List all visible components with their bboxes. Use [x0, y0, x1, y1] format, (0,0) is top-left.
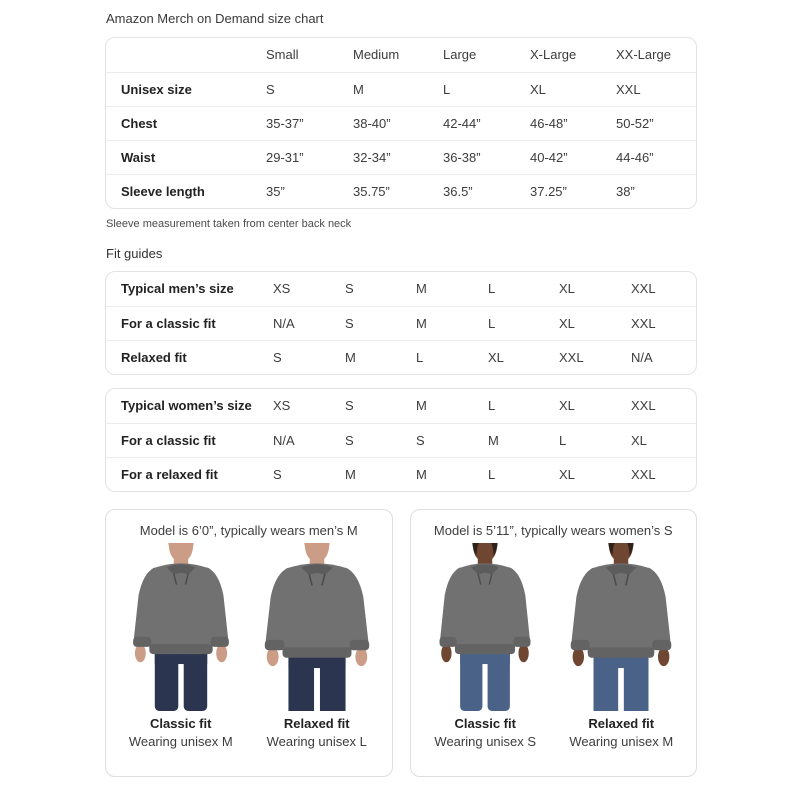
model-cuff-right	[211, 637, 229, 647]
cell: XXL	[631, 457, 697, 491]
cell: 36.5”	[443, 174, 530, 208]
table-row	[106, 106, 696, 140]
table-row	[106, 272, 697, 306]
cell: 29-31”	[266, 140, 353, 174]
cell: M	[416, 398, 427, 414]
model-garment	[571, 563, 672, 711]
row-label: Typical men’s size	[121, 281, 234, 297]
table-row	[106, 72, 696, 106]
cell: S	[266, 72, 353, 106]
cell: 50-52”	[616, 106, 696, 140]
female-relaxed-model-photo	[559, 543, 683, 711]
wearing-label: Wearing unisex M	[569, 734, 674, 749]
hoodie-model-illustration	[119, 543, 243, 711]
table-row	[106, 140, 696, 174]
table-row	[106, 457, 697, 491]
womens-model-card	[410, 509, 698, 777]
cell: 32-34”	[353, 140, 443, 174]
cell: 38-40”	[353, 106, 443, 140]
fit-label: Classic fit	[150, 716, 212, 731]
cell: 38”	[616, 174, 696, 208]
cell: XS	[273, 398, 291, 414]
model-figure	[557, 543, 685, 749]
model-cuff-right	[514, 637, 531, 647]
cell: L	[416, 340, 488, 374]
cell: XL	[559, 281, 575, 297]
model-hem	[282, 647, 351, 657]
cell: S	[345, 306, 416, 340]
model-hem	[149, 644, 212, 654]
womens-fit-guide-table	[105, 388, 697, 492]
cell: XL	[559, 398, 575, 414]
header-cell: Small	[266, 47, 299, 63]
cell: XL	[559, 457, 631, 491]
cell: XL	[631, 423, 697, 457]
row-label: For a classic fit	[106, 306, 273, 340]
cell: M	[345, 340, 416, 374]
table-row	[106, 174, 696, 208]
figures-row	[106, 543, 392, 749]
cell: L	[488, 306, 559, 340]
cell: 44-46”	[616, 140, 696, 174]
cell: XXL	[631, 398, 656, 414]
model-cuff-right	[653, 640, 672, 650]
mens-fit-guide-table	[105, 271, 697, 375]
hoodie-model-illustration	[255, 543, 379, 711]
cell: 35-37”	[266, 106, 353, 140]
model-hand-right	[519, 644, 529, 662]
row-label: Chest	[106, 106, 266, 140]
female-classic-model-photo	[423, 543, 547, 711]
cell: M	[416, 281, 427, 297]
mens-model-card	[105, 509, 393, 777]
header-cell: Large	[443, 47, 477, 63]
card-title: Model is 6’0”, typically wears men’s M	[139, 523, 358, 538]
cell: XS	[273, 281, 291, 297]
cell: S	[345, 398, 354, 414]
header-cell: XX-Large	[616, 47, 671, 63]
cell: S	[345, 281, 354, 297]
cell: M	[353, 72, 443, 106]
row-label: Unisex size	[106, 72, 266, 106]
cell: 35”	[266, 174, 353, 208]
table-row	[106, 340, 697, 374]
cell: L	[443, 72, 530, 106]
model-cards-row	[105, 509, 697, 777]
cell: XXL	[631, 306, 697, 340]
model-hand-right	[216, 644, 227, 662]
cell: M	[416, 306, 488, 340]
cell: N/A	[631, 340, 697, 374]
row-label: Waist	[106, 140, 266, 174]
model-cuff-left	[133, 637, 151, 647]
model-hand-left	[135, 644, 146, 662]
cell: L	[488, 398, 496, 414]
row-label: Relaxed fit	[106, 340, 273, 374]
sleeve-footnote: Sleeve measurement taken from center back neck	[106, 218, 352, 230]
cell: N/A	[273, 306, 345, 340]
wearing-label: Wearing unisex S	[434, 734, 537, 749]
row-label: Typical women’s size	[121, 398, 252, 414]
cell: M	[488, 423, 559, 457]
model-garment	[133, 563, 229, 711]
cell: S	[273, 340, 345, 374]
hoodie-model-illustration	[423, 543, 547, 711]
cell: 46-48”	[530, 106, 616, 140]
model-figure	[253, 543, 381, 749]
wearing-label: Wearing unisex M	[128, 734, 233, 749]
cell: S	[273, 457, 345, 491]
model-garment	[265, 563, 369, 711]
cell: 37.25”	[530, 174, 616, 208]
table-row	[106, 423, 697, 457]
model-jeans	[288, 651, 345, 711]
cell: N/A	[273, 423, 345, 457]
hoodie-model-illustration	[559, 543, 683, 711]
model-jeans	[594, 651, 649, 711]
cell: M	[345, 457, 416, 491]
model-hem	[455, 644, 515, 654]
fit-label: Relaxed fit	[283, 716, 350, 731]
cell: XXL	[631, 281, 656, 297]
cell: 35.75”	[353, 174, 443, 208]
fit-label: Relaxed fit	[588, 716, 655, 731]
model-jeans	[460, 648, 510, 711]
header-cell	[106, 38, 266, 72]
cell: S	[416, 423, 488, 457]
fit-label: Classic fit	[454, 716, 516, 731]
size-chart-page	[105, 0, 697, 777]
cell: XL	[559, 306, 631, 340]
header-cell: Medium	[353, 47, 400, 63]
table-row	[106, 306, 697, 340]
cell: S	[345, 423, 416, 457]
model-cuff-right	[349, 640, 369, 650]
cell: L	[488, 457, 559, 491]
model-cuff-left	[265, 640, 285, 650]
row-label: For a relaxed fit	[106, 457, 273, 491]
cell: L	[488, 281, 496, 297]
model-jeans	[155, 648, 207, 711]
model-cuff-left	[571, 640, 590, 650]
figures-row	[411, 543, 697, 749]
cell: L	[559, 423, 631, 457]
male-classic-model-photo	[119, 543, 243, 711]
size-chart-table	[105, 37, 697, 209]
cell: M	[416, 457, 488, 491]
cell: 42-44”	[443, 106, 530, 140]
cell: XL	[488, 340, 559, 374]
cell: 36-38”	[443, 140, 530, 174]
card-title: Model is 5’11”, typically wears women’s S	[433, 523, 673, 538]
cell: XXL	[616, 72, 696, 106]
fit-guides-heading: Fit guides	[106, 246, 163, 261]
cell: XL	[530, 72, 616, 106]
model-hem	[588, 647, 654, 657]
male-relaxed-model-photo	[255, 543, 379, 711]
model-cuff-left	[440, 637, 457, 647]
row-label: Sleeve length	[106, 174, 266, 208]
cell: XXL	[559, 340, 631, 374]
model-garment	[440, 563, 531, 711]
model-figure	[117, 543, 245, 749]
cell: 40-42”	[530, 140, 616, 174]
page-title: Amazon Merch on Demand size chart	[106, 11, 324, 26]
size-chart-header-row	[106, 38, 696, 72]
table-row	[106, 389, 697, 423]
wearing-label: Wearing unisex L	[266, 734, 367, 749]
header-cell: X-Large	[530, 47, 577, 63]
row-label: For a classic fit	[106, 423, 273, 457]
model-hand-left	[441, 644, 451, 662]
model-figure	[421, 543, 549, 749]
